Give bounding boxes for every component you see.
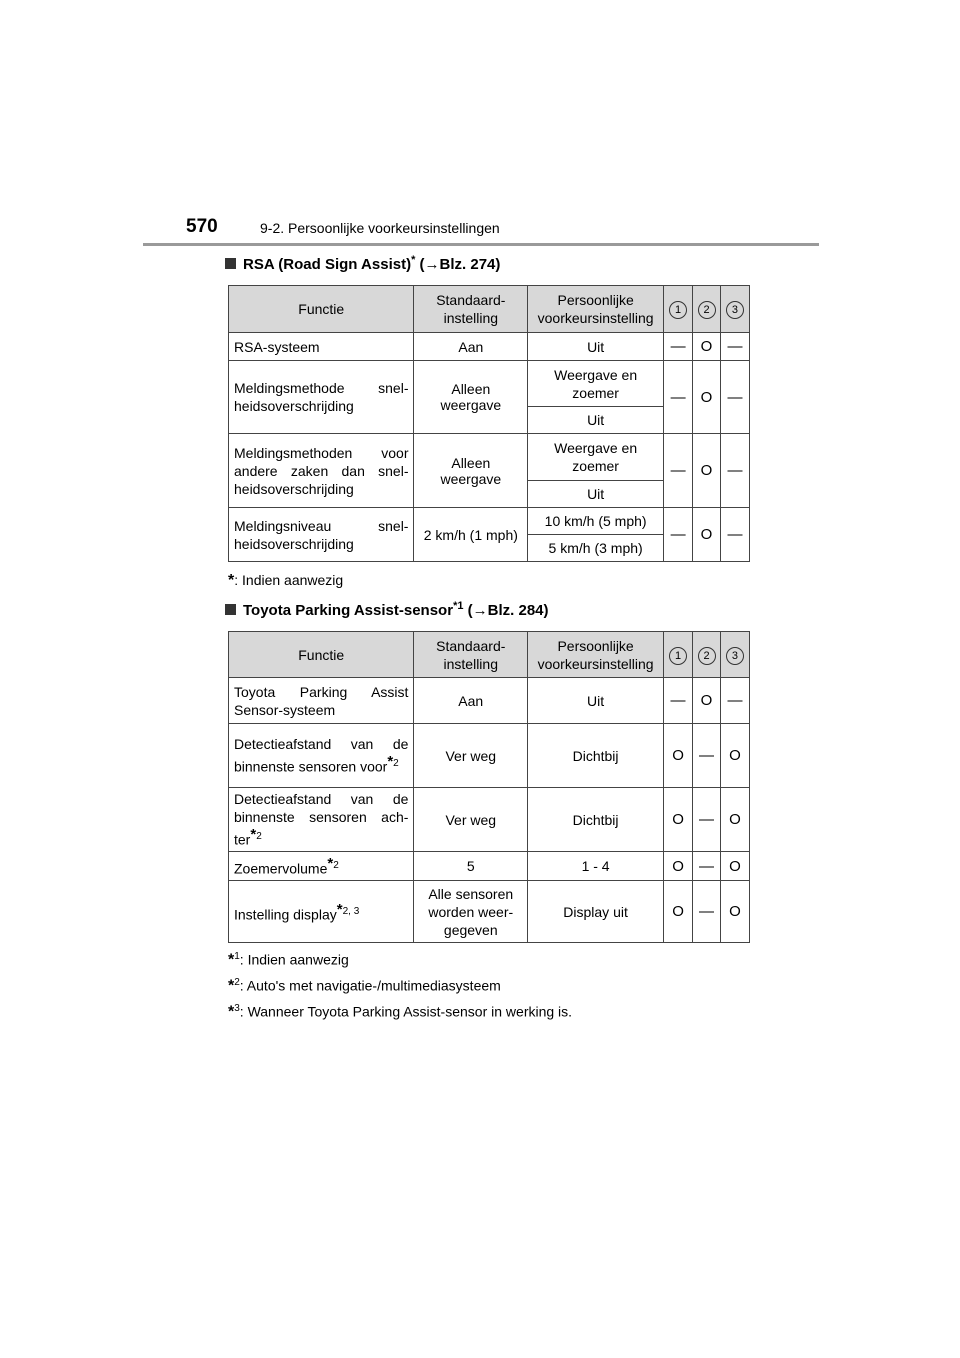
tpa-ref-open: ( (467, 602, 473, 619)
cell-mark-1: — (664, 333, 693, 361)
rsa-heading (225, 254, 500, 273)
col-functie: Functie (229, 632, 414, 678)
rsa-heading-star: * (411, 254, 416, 266)
arrow-right-icon: → (424, 256, 440, 273)
cell-standaard: Ver weg (414, 724, 528, 788)
table-row (229, 724, 750, 788)
cell-optie: Dichtbij (528, 724, 664, 788)
tpa-heading-text: Toyota Parking Assist-sensor (243, 602, 454, 619)
cell-optie: Uit (528, 333, 664, 361)
footnote-star: * (228, 572, 235, 589)
footnote-star: * (228, 977, 235, 995)
col-mark-3 (720, 286, 749, 333)
cell-optie: 1 - 4 (528, 852, 664, 881)
table-row (229, 361, 750, 407)
rsa-footnote (228, 572, 343, 590)
cell-functie: Detectieafstand van de binnenste sensoren ach-ter$^{*2}$ (229, 788, 414, 852)
circled-number-2-icon: 2 (698, 647, 716, 665)
cell-functie: Detectieafstand van de binnenste sensoren voor$^{*2}$ (229, 724, 414, 788)
cell-mark-1: O (664, 852, 693, 881)
cell-mark-1: — (664, 678, 693, 724)
cell-standaard: Aan (414, 333, 528, 361)
cell-optie: Weergave en zoemer (528, 361, 664, 407)
cell-mark-1: O (664, 788, 693, 852)
cell-functie: RSA-systeem (229, 333, 414, 361)
tpa-header-row (229, 632, 750, 678)
table-row (229, 678, 750, 724)
rsa-ref-open: ( (419, 256, 425, 273)
footnote-text: : Indien aanwezig (234, 572, 344, 588)
rsa-heading-text: RSA (Road Sign Assist) (243, 256, 412, 273)
cell-mark-2: — (693, 788, 721, 852)
footnote-star: * (228, 1003, 235, 1021)
cell-mark-1: — (664, 361, 693, 434)
square-bullet-icon (225, 258, 236, 269)
tpa-heading-star: *1 (453, 600, 464, 612)
page-number: 570 (186, 216, 218, 237)
cell-mark-2: O (693, 508, 721, 562)
cell-standaard: Ver weg (414, 788, 528, 852)
circled-number-1-icon: 1 (669, 301, 687, 319)
cell-mark-2: — (693, 724, 721, 788)
col-persoonlijk: Persoonlijke voorkeursinstelling (528, 286, 664, 333)
footnote-num: 1 (234, 951, 240, 962)
col-mark-1 (664, 632, 693, 678)
table-row (229, 788, 750, 852)
cell-standaard: 2 km/h (1 mph) (414, 508, 528, 562)
cell-mark-1: — (664, 434, 693, 508)
cell-mark-2: — (693, 881, 721, 943)
circled-number-1-icon: 1 (669, 647, 687, 665)
table-row (229, 508, 750, 535)
rsa-header-row (229, 286, 750, 333)
cell-mark-2: O (693, 434, 721, 508)
footnote-text: : Auto's met navigatie-/multimediasysteem (239, 977, 501, 994)
footnote-star: * (228, 951, 235, 969)
tpa-ref-link[interactable]: Blz. 284) (487, 602, 549, 619)
col-mark-1 (664, 286, 693, 333)
cell-mark-1: O (664, 881, 693, 943)
cell-mark-3: — (720, 333, 749, 361)
rsa-table (228, 285, 750, 562)
circled-number-2-icon: 2 (698, 301, 716, 319)
cell-standaard: Alleen weergave (414, 361, 528, 434)
section-title: 9-2. Persoonlijke voorkeursinstellingen (260, 220, 500, 236)
table-row (229, 434, 750, 481)
cell-standaard: Alle sensoren worden weer-gegeven (414, 881, 528, 943)
footnote-text: : Indien aanwezig (239, 951, 349, 968)
col-mark-3 (720, 632, 749, 678)
cell-optie: Weergave en zoemer (528, 434, 664, 481)
arrow-right-icon: → (472, 602, 488, 619)
cell-functie: Meldingsniveau snel-heidsoverschrijding (229, 508, 414, 562)
cell-functie: Meldingsmethoden voor andere zaken dan snel-heidsoverschrijding (229, 434, 414, 508)
cell-functie: Meldingsmethode snel-heidsoverschrijding (229, 361, 414, 434)
col-mark-2 (693, 632, 721, 678)
circled-number-3-icon: 3 (726, 647, 744, 665)
cell-standaard: Alleen weergave (414, 434, 528, 508)
cell-mark-3: — (720, 361, 749, 434)
cell-mark-3: — (720, 508, 749, 562)
cell-optie: 5 km/h (3 mph) (528, 535, 664, 562)
cell-mark-2: O (693, 333, 721, 361)
cell-mark-2: — (693, 852, 721, 881)
footnote-num: 2 (234, 977, 240, 988)
cell-standaard: 5 (414, 852, 528, 881)
cell-optie: Dichtbij (528, 788, 664, 852)
cell-optie: Display uit (528, 881, 664, 943)
footnote-text: : Wanneer Toyota Parking Assist-sensor in werking is. (239, 1003, 573, 1020)
col-mark-2 (693, 286, 721, 333)
cell-mark-3: O (720, 724, 749, 788)
cell-optie: Uit (528, 407, 664, 434)
cell-mark-1: O (664, 724, 693, 788)
col-standaard: Standaard-instelling (414, 286, 528, 333)
cell-mark-3: O (720, 881, 749, 943)
tpa-table (228, 631, 750, 943)
square-bullet-icon (225, 604, 236, 615)
cell-mark-2: O (693, 361, 721, 434)
tpa-footnote-2 (228, 977, 501, 996)
col-persoonlijk: Persoonlijke voorkeursinstelling (528, 632, 664, 678)
tpa-heading (225, 600, 549, 619)
rsa-ref-link[interactable]: Blz. 274) (439, 256, 501, 273)
table-row (229, 881, 750, 943)
cell-mark-2: O (693, 678, 721, 724)
cell-mark-3: O (720, 788, 749, 852)
col-functie: Functie (229, 286, 414, 333)
cell-mark-3: — (720, 678, 749, 724)
cell-mark-3: O (720, 852, 749, 881)
table-row (229, 852, 750, 881)
header-divider (143, 243, 819, 246)
cell-functie: Instelling display$^{*2, 3}$ (229, 881, 414, 943)
cell-functie: Toyota Parking Assist Sensor-systeem (229, 678, 414, 724)
cell-mark-1: — (664, 508, 693, 562)
cell-functie: Zoemervolume$^{*2}$ (229, 852, 414, 881)
circled-number-3-icon: 3 (726, 301, 744, 319)
cell-mark-3: — (720, 434, 749, 508)
col-standaard: Standaard-instelling (414, 632, 528, 678)
cell-standaard: Aan (414, 678, 528, 724)
cell-optie: 10 km/h (5 mph) (528, 508, 664, 535)
table-row (229, 333, 750, 361)
cell-optie: Uit (528, 678, 664, 724)
tpa-footnote-3 (228, 1003, 572, 1022)
cell-optie: Uit (528, 481, 664, 508)
footnote-num: 3 (234, 1003, 240, 1014)
tpa-footnote-1 (228, 951, 349, 970)
